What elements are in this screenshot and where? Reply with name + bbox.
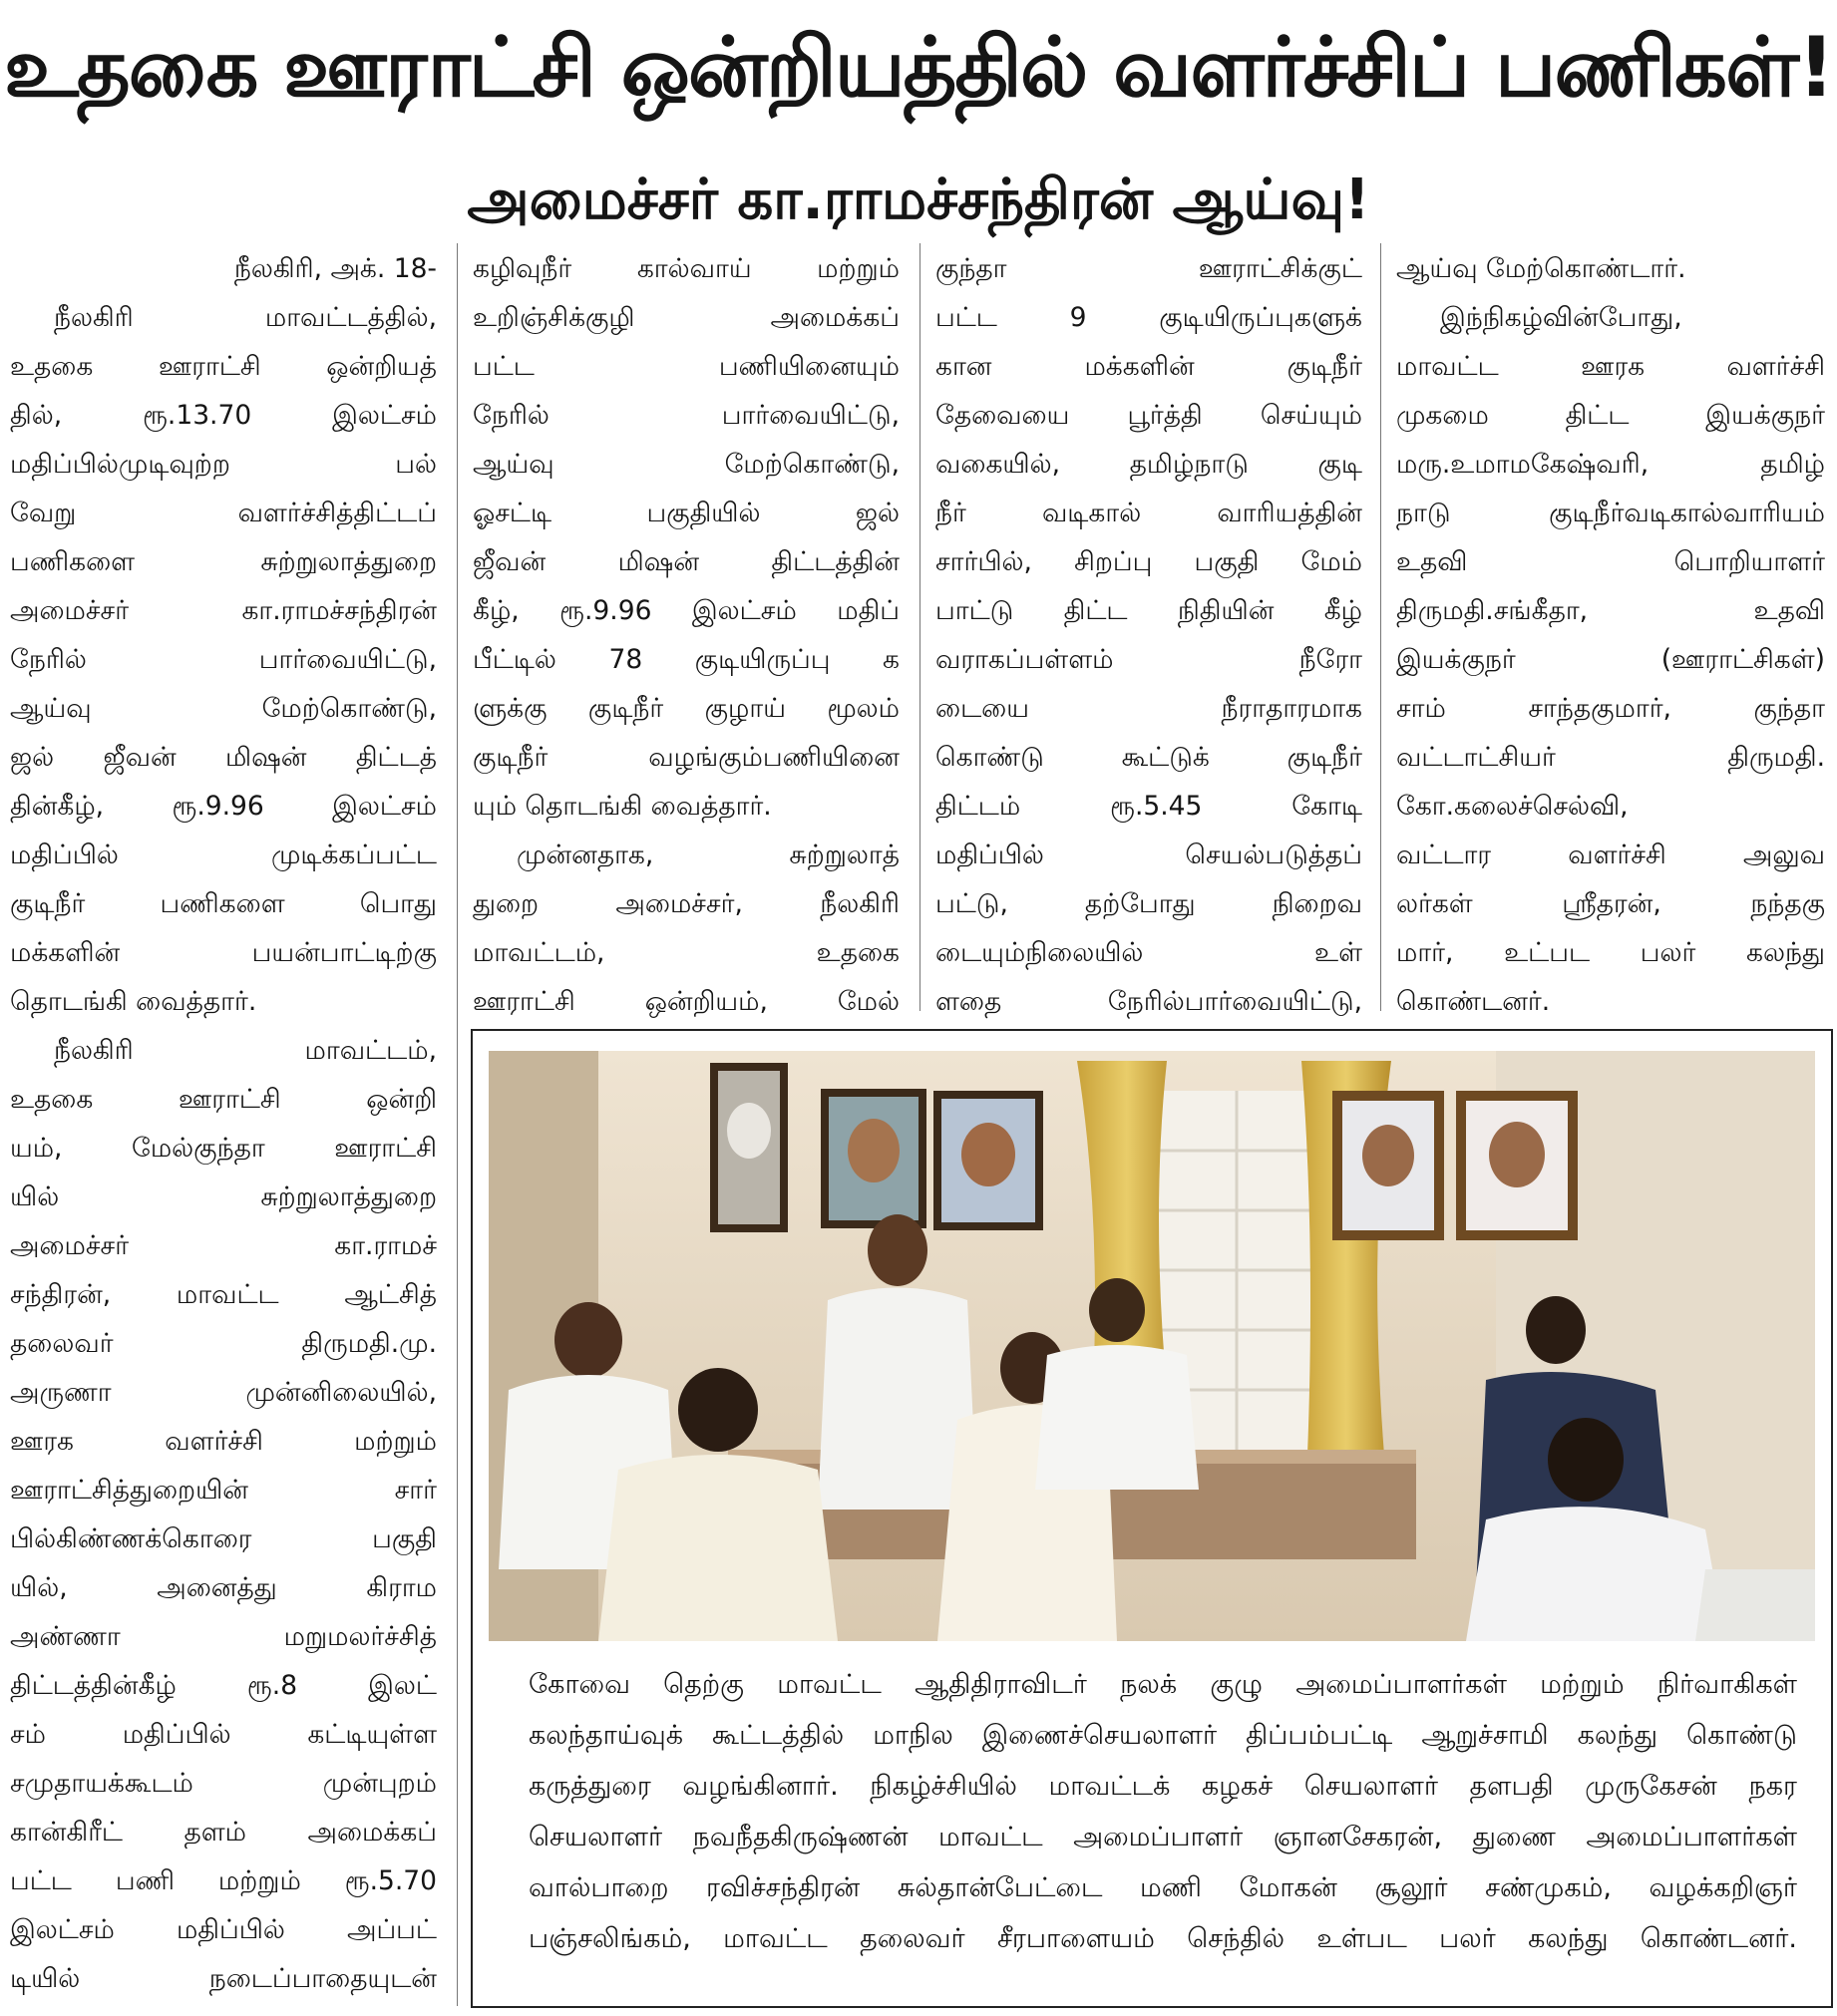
text-line: பட்டு, தற்போது நிறைவ (935, 888, 1362, 919)
text-line: திட்டம் ரூ.5.45 கோடி (935, 791, 1362, 822)
text-line: நேரில் பார்வையிட்டு, (10, 644, 437, 675)
text-line: நாடு குடிநீர்வடிகால்வாரியம் (1396, 498, 1825, 528)
text-line: வகையில், தமிழ்நாடு குடி (935, 449, 1362, 480)
text-line: பட்ட 9 குடியிருப்புகளுக் (935, 302, 1362, 333)
caption-line: பஞ்சலிங்கம், மாவட்ட தலைவர் சீரபாளையம் செந்தில் உள்பட பலர் கலந்து கொண்டனர். (529, 1923, 1797, 1954)
text-line: முகமை திட்ட இயக்குநர் (1396, 400, 1825, 431)
text-line: நேரில் பார்வையிட்டு, (473, 400, 900, 431)
text-line: குடிநீர் பணிகளை பொது (10, 888, 437, 919)
text-line: குந்தா ஊராட்சிக்குட் (935, 253, 1362, 284)
text-line: வராகப்பள்ளம் நீரோ (935, 644, 1362, 675)
caption-line: கலந்தாய்வுக் கூட்டத்தில் மாநில இணைச்செயலாளர் திப்பம்பட்டி ஆறுச்சாமி கலந்து கொண்டு (529, 1720, 1797, 1751)
text-line: ஆய்வு மேற்கொண்டார். (1396, 253, 1686, 284)
text-line: பட்ட பணி மற்றும் ரூ.5.70 (10, 1865, 437, 1896)
text-line: குடிநீர் வழங்கும்பணியினை (473, 742, 900, 773)
text-line: திருமதி.சங்கீதா, உதவி (1396, 595, 1825, 626)
text-line: மார், உட்பட பலர் கலந்து (1396, 937, 1825, 968)
text-line: தேவையை பூர்த்தி செய்யும் (935, 400, 1362, 431)
text-line: சந்திரன், மாவட்ட ஆட்சித் (10, 1279, 437, 1310)
text-line: ஜல் ஜீவன் மிஷன் திட்டத் (10, 742, 437, 773)
text-line: டையும்நிலையில் உள் (935, 937, 1362, 968)
text-line: பாட்டு திட்ட நிதியின் கீழ் (935, 595, 1362, 626)
text-line: சாம் சாந்தகுமார், குந்தா (1396, 693, 1825, 724)
headline: உதகை ஊராட்சி ஒன்றியத்தில் வளர்ச்சிப் பணிகள்! (4, 20, 1833, 116)
text-line: அருணா முன்னிலையில், (10, 1377, 437, 1408)
text-line: நீலகிரி மாவட்டம், (54, 1035, 437, 1066)
caption-line: கருத்துரை வழங்கினார். நிகழ்ச்சியில் மாவட்டக் கழகச் செயலாளர் தளபதி முருகேசன் நகர (529, 1771, 1797, 1802)
text-line: ஓசட்டி பகுதியில் ஜல் (473, 498, 900, 528)
text-line: ஆய்வு மேற்கொண்டு, (473, 449, 900, 480)
text-line: நீலகிரி மாவட்டத்தில், (54, 302, 437, 333)
text-line: உதகை ஊராட்சி ஒன்றி (10, 1084, 437, 1115)
text-line: மரு.உமாமகேஷ்வரி, தமிழ் (1396, 449, 1825, 480)
text-line: பட்ட பணியினையும் (473, 351, 900, 382)
text-line: ஊராட்சித்துறையின் சார் (10, 1475, 437, 1506)
text-line: டியில் நடைப்பாதையுடன் (10, 1963, 437, 1994)
dateline: நீலகிரி, அக். 18- (233, 253, 437, 284)
text-line: சார்பில், சிறப்பு பகுதி மேம் (935, 546, 1362, 577)
text-line: பில்கிண்ணக்கொரை பகுதி (10, 1523, 437, 1554)
text-line: கான மக்களின் குடிநீர் (935, 351, 1362, 382)
text-line: பீட்டில் 78 குடியிருப்பு க (473, 644, 900, 675)
article-column-4 (1396, 244, 1825, 1026)
text-line: கொண்டு கூட்டுக் குடிநீர் (935, 742, 1362, 773)
text-line: லர்கள் ஸ்ரீதரன், நந்தகு (1396, 888, 1825, 919)
text-line: மாவட்ட ஊரக வளர்ச்சி (1396, 351, 1825, 382)
text-line: யில் சுற்றுலாத்துறை (10, 1181, 437, 1212)
text-line: அண்ணா மறுமலர்ச்சித் (10, 1621, 437, 1652)
text-line: உறிஞ்சிக்குழி அமைக்கப் (473, 302, 900, 333)
article-column-3 (935, 244, 1362, 1026)
article-column-1 (10, 244, 437, 2003)
column-rule (457, 243, 458, 2006)
text-line: இயக்குநர் (ஊராட்சிகள்) (1396, 644, 1825, 675)
text-line: வட்டார வளர்ச்சி அலுவ (1396, 840, 1825, 870)
text-line: ஜீவன் மிஷன் திட்டத்தின் (473, 546, 900, 577)
text-line: ஆய்வு மேற்கொண்டு, (10, 693, 437, 724)
text-line: கான்கிரீட் தளம் அமைக்கப் (10, 1817, 437, 1848)
caption-line: வால்பாறை ரவிச்சந்திரன் சுல்தான்பேட்டை மணி மோகன் சூலூர் சண்முகம், வழக்கறிஞர் (529, 1872, 1797, 1903)
column-rule (919, 243, 920, 1011)
text-line: யம், மேல்குந்தா ஊராட்சி (10, 1133, 437, 1164)
text-line: யும் தொடங்கி வைத்தார். (473, 791, 772, 822)
text-line: கோ.கலைச்செல்வி, (1396, 791, 1629, 822)
text-line: கழிவுநீர் கால்வாய் மற்றும் (473, 253, 900, 284)
text-line: மதிப்பில் முடிக்கப்பட்ட (10, 840, 437, 870)
text-line: வட்டாட்சியர் திருமதி. (1396, 742, 1825, 773)
text-line: முன்னதாக, சுற்றுலாத் (517, 840, 900, 870)
text-line: தொடங்கி வைத்தார். (10, 986, 257, 1017)
photo-caption (529, 1659, 1797, 1964)
text-line: இலட்சம் மதிப்பில் அப்பட் (10, 1914, 437, 1945)
text-line: அமைச்சர் கா.ராமச் (10, 1230, 437, 1261)
text-line: தில், ரூ.13.70 இலட்சம் (10, 400, 437, 431)
text-line: உதவி பொறியாளர் (1396, 546, 1825, 577)
text-line: ளதை நேரில்பார்வையிட்டு, (935, 986, 1362, 1017)
text-line: யில், அனைத்து கிராம (10, 1572, 437, 1603)
subheadline: அமைச்சர் கா.ராமச்சந்திரன் ஆய்வு! (467, 168, 1370, 232)
caption-line: கோவை தெற்கு மாவட்ட ஆதிதிராவிடர் நலக் குழு அமைப்பாளர்கள் மற்றும் நிர்வாகிகள் (529, 1669, 1797, 1700)
caption-line: செயலாளர் நவநீதகிருஷ்ணன் மாவட்ட அமைப்பாளர் ஞானசேகரன், துணை அமைப்பாளர்கள் (529, 1822, 1797, 1852)
text-line: மதிப்பில்முடிவுற்ற பல் (10, 449, 437, 480)
text-line: அமைச்சர் கா.ராமச்சந்திரன் (10, 595, 437, 626)
text-line: மக்களின் பயன்பாட்டிற்கு (10, 937, 437, 968)
text-line: நீர் வடிகால் வாரியத்தின் (935, 498, 1362, 528)
article-column-2 (473, 244, 900, 1026)
text-line: திட்டத்தின்கீழ் ரூ.8 இலட் (10, 1670, 437, 1701)
text-line: கீழ், ரூ.9.96 இலட்சம் மதிப் (473, 595, 900, 626)
text-line: சம் மதிப்பில் கட்டியுள்ள (10, 1719, 437, 1750)
text-line: வேறு வளர்ச்சித்திட்டப் (10, 498, 437, 528)
column-rule (1380, 243, 1381, 1011)
meeting-photo (489, 1051, 1815, 1641)
text-line: தின்கீழ், ரூ.9.96 இலட்சம் (10, 791, 437, 822)
text-line: துறை அமைச்சர், நீலகிரி (473, 888, 900, 919)
text-line: உதகை ஊராட்சி ஒன்றியத் (10, 351, 437, 382)
text-line: மாவட்டம், உதகை (473, 937, 900, 968)
text-line: ஊராட்சி ஒன்றியம், மேல் (473, 986, 900, 1017)
text-line: ஊரக வளர்ச்சி மற்றும் (10, 1426, 437, 1457)
text-line: பணிகளை சுற்றுலாத்துறை (10, 546, 437, 577)
text-line: மதிப்பில் செயல்படுத்தப் (935, 840, 1362, 870)
text-line: கொண்டனர். (1396, 986, 1551, 1017)
text-line: சமுதாயக்கூடம் முன்புறம் (10, 1768, 437, 1799)
text-line: இந்நிகழ்வின்போது, (1440, 302, 1682, 333)
text-line: டையை நீராதாரமாக (935, 693, 1362, 724)
text-line: ளுக்கு குடிநீர் குழாய் மூலம் (473, 693, 900, 724)
text-line: தலைவர் திருமதி.மு. (10, 1328, 437, 1359)
